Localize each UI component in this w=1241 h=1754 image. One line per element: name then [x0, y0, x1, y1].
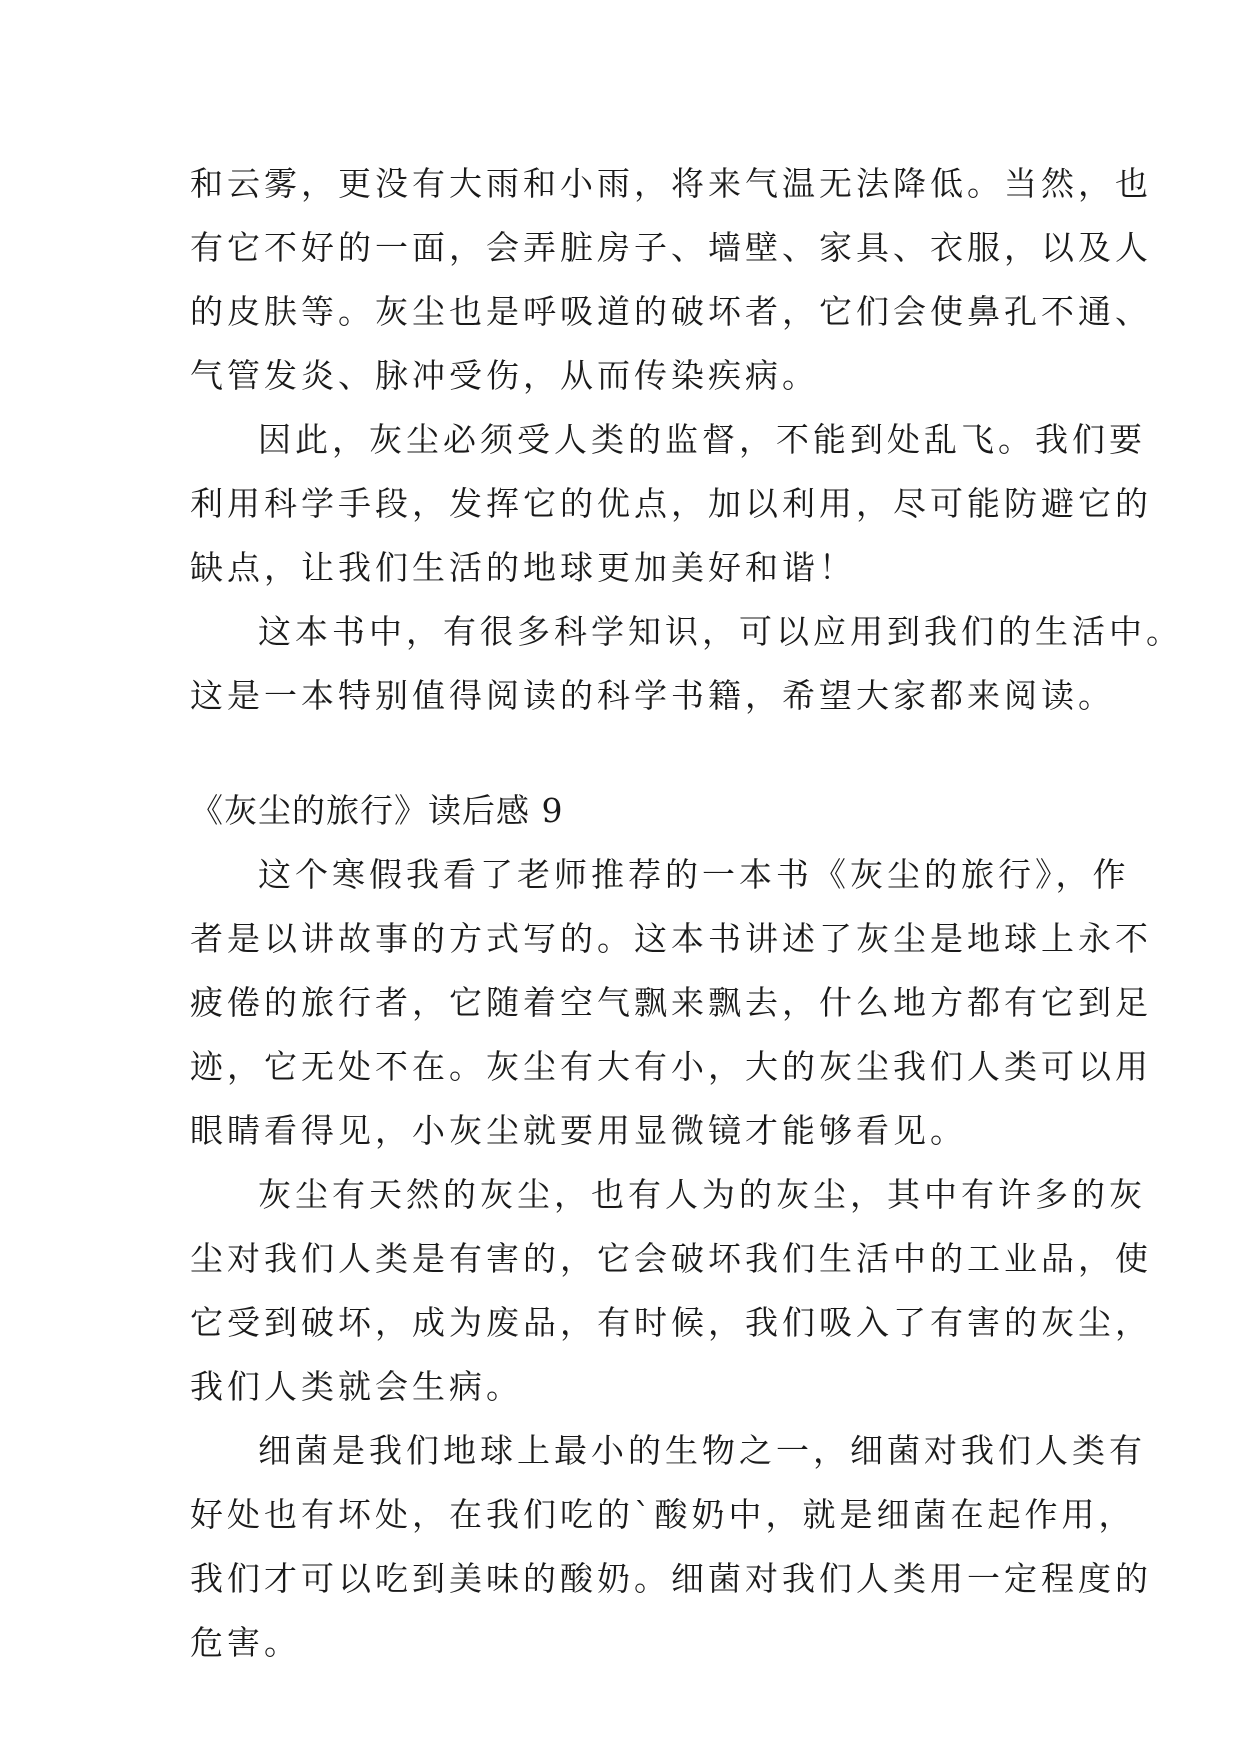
text-line: 利用科学手段，发挥它的优点，加以利用，尽可能防避它的	[190, 484, 1152, 523]
text-line: 和云雾，更没有大雨和小雨，将来气温无法降低。当然，也	[190, 164, 1152, 203]
text-line: 好处也有坏处，在我们吃的`酸奶中，就是细菌在起作用，	[190, 1495, 1136, 1534]
paragraph-first-line: 这个寒假我看了老师推荐的一本书《灰尘的旅行》，作	[258, 855, 1130, 894]
text-line: 它受到破坏，成为废品，有时候，我们吸入了有害的灰尘，	[190, 1303, 1152, 1342]
paragraph-first-line: 因此，灰尘必须受人类的监督，不能到处乱飞。我们要	[258, 420, 1146, 459]
text-line: 疲倦的旅行者，它随着空气飘来飘去，什么地方都有它到足	[190, 983, 1152, 1022]
text-line: 危害。	[190, 1623, 301, 1662]
paragraph-first-line: 细菌是我们地球上最小的生物之一，细菌对我们人类有	[258, 1431, 1146, 1470]
text-line: 者是以讲故事的方式写的。这本书讲述了灰尘是地球上永不	[190, 919, 1152, 958]
text-line: 缺点，让我们生活的地球更加美好和谐！	[190, 548, 856, 587]
section-heading: 《灰尘的旅行》读后感 9	[190, 791, 564, 830]
text-line: 尘对我们人类是有害的，它会破坏我们生活中的工业品，使	[190, 1239, 1152, 1278]
text-line: 有它不好的一面，会弄脏房子、墙壁、家具、衣服，以及人	[190, 228, 1152, 267]
paragraph-first-line: 这本书中，有很多科学知识，可以应用到我们的生活中。	[258, 612, 1183, 651]
text-line: 迹，它无处不在。灰尘有大有小，大的灰尘我们人类可以用	[190, 1047, 1152, 1086]
paragraph-first-line: 灰尘有天然的灰尘，也有人为的灰尘，其中有许多的灰	[258, 1175, 1146, 1214]
text-line: 的皮肤等。灰尘也是呼吸道的破坏者，它们会使鼻孔不通、	[190, 292, 1152, 331]
text-line: 这是一本特别值得阅读的科学书籍，希望大家都来阅读。	[190, 676, 1115, 715]
text-line: 我们人类就会生病。	[190, 1367, 523, 1406]
text-line: 我们才可以吃到美味的酸奶。细菌对我们人类用一定程度的	[190, 1559, 1152, 1598]
text-line: 气管发炎、脉冲受伤，从而传染疾病。	[190, 356, 819, 395]
text-line: 眼睛看得见，小灰尘就要用显微镜才能够看见。	[190, 1111, 967, 1150]
